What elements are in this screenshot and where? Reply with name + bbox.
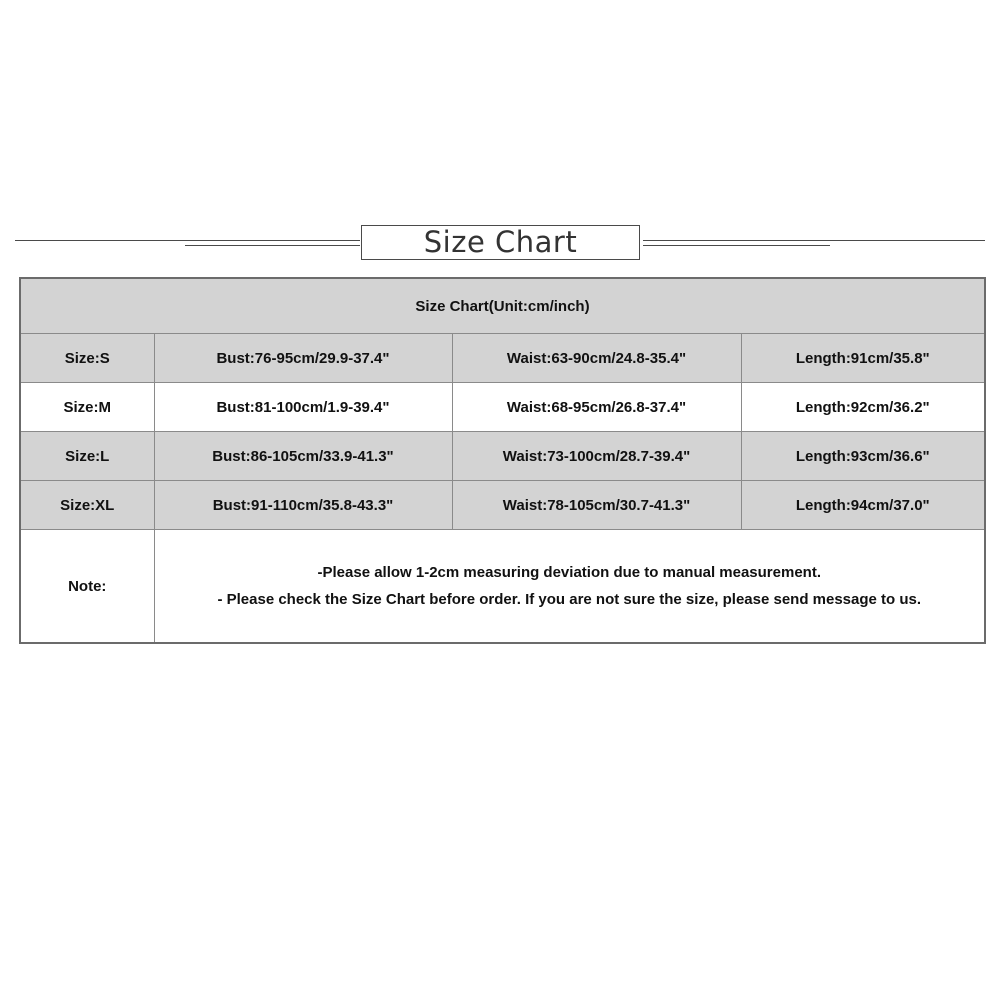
- title-rule-right-inner: [643, 245, 830, 246]
- length-cell: Length:91cm/35.8": [741, 334, 985, 383]
- bust-cell: Bust:86-105cm/33.9-41.3": [154, 432, 452, 481]
- title-rule-left-outer: [15, 240, 360, 241]
- length-cell: Length:92cm/36.2": [741, 383, 985, 432]
- size-cell: Size:L: [20, 432, 154, 481]
- bust-cell: Bust:76-95cm/29.9-37.4": [154, 334, 452, 383]
- waist-cell: Waist:78-105cm/30.7-41.3": [452, 481, 741, 530]
- note-line: -Please allow 1-2cm measuring deviation due to manual measurement.: [317, 564, 821, 581]
- waist-cell: Waist:68-95cm/26.8-37.4": [452, 383, 741, 432]
- table-header-cell: Size Chart(Unit:cm/inch): [20, 278, 985, 334]
- note-row: [20, 530, 985, 644]
- size-cell: Size:S: [20, 334, 154, 383]
- size-cell: Size:XL: [20, 481, 154, 530]
- bust-cell: Bust:81-100cm/1.9-39.4": [154, 383, 452, 432]
- waist-cell: Waist:63-90cm/24.8-35.4": [452, 334, 741, 383]
- title-rule-right-outer: [643, 240, 985, 241]
- note-text: [154, 530, 985, 644]
- table-row: [20, 383, 985, 432]
- note-label: Note:: [20, 530, 154, 644]
- waist-cell: Waist:73-100cm/28.7-39.4": [452, 432, 741, 481]
- table-header-row: [20, 278, 985, 334]
- size-chart-table: [19, 277, 986, 644]
- bust-cell: Bust:91-110cm/35.8-43.3": [154, 481, 452, 530]
- table-row: [20, 334, 985, 383]
- table-row: [20, 432, 985, 481]
- size-cell: Size:M: [20, 383, 154, 432]
- table-row: [20, 481, 985, 530]
- note-line: - Please check the Size Chart before order. If you are not sure the size, please send message to us.: [217, 591, 922, 608]
- title-box: [361, 225, 640, 260]
- page-title: Size Chart: [423, 225, 578, 259]
- title-rule-left-inner: [185, 245, 360, 246]
- length-cell: Length:94cm/37.0": [741, 481, 985, 530]
- length-cell: Length:93cm/36.6": [741, 432, 985, 481]
